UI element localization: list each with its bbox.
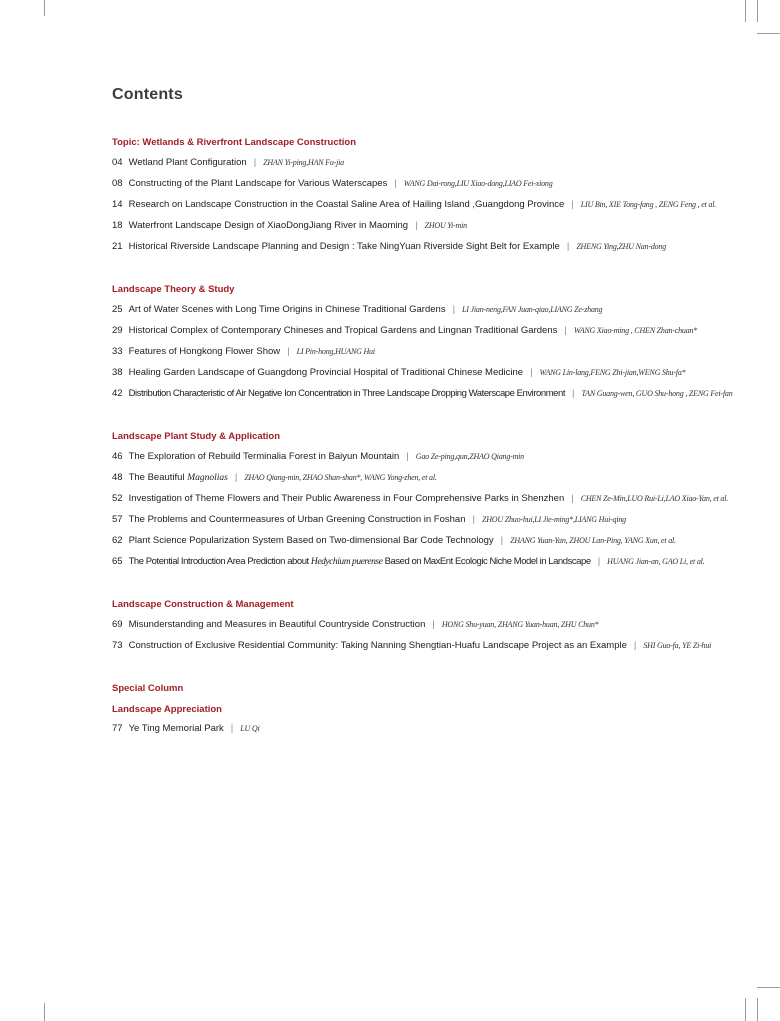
section-heading: Topic: Wetlands & Riverfront Landscape Construction [112, 137, 357, 148]
separator: | [472, 514, 475, 525]
section-heading: Landscape Plant Study & Application [112, 431, 281, 442]
article-authors: HONG Shu-yuan, ZHANG Yuan-huan, ZHU Chun* [441, 620, 599, 629]
title-text: The Beautiful [128, 472, 188, 483]
crop-mark-top-right-2 [757, 0, 758, 22]
page-number: 25 [112, 304, 123, 315]
separator: | [287, 346, 290, 357]
page-number: 38 [112, 367, 123, 378]
page-number: 52 [112, 493, 123, 504]
article-authors: WANG Dai-rong,LIU Xiao-dong,LIAO Fei-xiong [403, 179, 553, 188]
toc-entry[interactable] [112, 555, 772, 569]
article-title: Constructing of the Plant Landscape for Various Waterscapes [128, 178, 388, 189]
article-authors: Gao Ze-ping,qun,ZHAO Qiang-min [415, 452, 524, 461]
article-title: The Exploration of Rebuild Terminalia Forest in Baiyun Mountain [128, 451, 400, 462]
separator: | [253, 157, 257, 168]
crop-mark-top-left [44, 0, 45, 16]
separator: | [406, 451, 409, 462]
toc-entry[interactable] [112, 618, 772, 632]
separator: | [564, 325, 567, 336]
crop-mark-bottom-right-2 [757, 998, 758, 1021]
crop-mark-top-right-1 [745, 0, 746, 22]
separator: | [597, 556, 601, 567]
toc-entry[interactable] [112, 345, 772, 359]
crop-mark-top-right-h [757, 33, 780, 34]
article-title: Plant Science Popularization System Based on Two-dimensional Bar Code Technology [128, 535, 494, 546]
page-number: 77 [112, 723, 123, 734]
article-title [129, 472, 228, 483]
article-title: Historical Riverside Landscape Planning and Design : Take NingYuan Riverside Sight Belt for Example [128, 241, 560, 252]
separator: | [415, 220, 418, 231]
page-number: 42 [112, 388, 123, 399]
page-number: 73 [112, 640, 123, 651]
separator: | [633, 640, 637, 651]
page-number: 69 [112, 619, 123, 630]
crop-mark-bottom-right-h [757, 987, 780, 988]
separator: | [571, 199, 574, 210]
article-title: Features of Hongkong Flower Show [128, 346, 281, 357]
toc-entry[interactable] [112, 471, 772, 485]
section-heading: Landscape Theory & Study [112, 284, 235, 295]
article-title [129, 556, 591, 567]
article-authors: SHI Guo-fa, YE Zi-hui [643, 641, 712, 650]
toc-entry[interactable] [112, 450, 772, 464]
separator: | [234, 472, 238, 483]
article-title: Ye Ting Memorial Park [128, 723, 224, 734]
article-authors: CHEN Ze-Min,LUO Rui-Li,LAO Xiao-Yan, et al. [580, 494, 729, 503]
article-authors: ZHOU Zhuo-hui,LI Jie-ming*,LIANG Hui-qing [481, 515, 626, 524]
crop-mark-bottom-right-1 [745, 998, 746, 1021]
article-authors: TAN Guang-wen, GUO Shu-hong , ZENG Fei-fan [581, 389, 733, 398]
article-title: Art of Water Scenes with Long Time Origins in Chinese Traditional Gardens [128, 304, 446, 315]
section-heading: Landscape Construction & Management [112, 599, 294, 610]
toc-entry[interactable] [112, 303, 772, 317]
separator: | [500, 535, 504, 546]
article-title: Misunderstanding and Measures in Beautiful Countryside Construction [128, 619, 426, 630]
article-authors: ZHENG Ying,ZHU Nan-dong [576, 242, 667, 251]
article-title: Healing Garden Landscape of Guangdong Provincial Hospital of Traditional Chinese Medicine [128, 367, 524, 378]
article-title: Wetland Plant Configuration [128, 157, 247, 168]
page-number: 57 [112, 514, 123, 525]
page-number: 08 [112, 178, 123, 189]
toc-entry[interactable] [112, 177, 772, 191]
page-number: 33 [112, 346, 123, 357]
toc-entry[interactable] [112, 156, 772, 170]
toc-entry[interactable] [112, 198, 772, 212]
separator: | [572, 388, 575, 399]
page-number: 65 [112, 556, 123, 567]
separator: | [452, 304, 456, 315]
species-name: Hedychium puerense [310, 557, 383, 567]
article-authors: LU Qi [240, 724, 260, 733]
species-name: Magnolias [187, 473, 228, 483]
title-text: The Potential Introduction Area Prediction about [128, 556, 311, 567]
article-authors: LI Pin-hong,HUANG Hui [296, 347, 375, 356]
article-title: Investigation of Theme Flowers and Their Public Awareness in Four Comprehensive Parks in Shenzhen [128, 493, 565, 504]
article-authors: ZHAO Qiang-min, ZHAO Shan-shan*, WANG Yong-zhen, et al. [244, 473, 437, 482]
page-title: Contents [112, 86, 183, 103]
toc-entry[interactable] [112, 366, 772, 380]
article-authors: LI Jian-neng,FAN Juan-qiao,LIANG Ze-zhang [462, 305, 603, 314]
toc-entry[interactable] [112, 240, 772, 254]
article-title: Historical Complex of Contemporary Chineses and Tropical Gardens and Lingnan Traditional Gardens [128, 325, 558, 336]
article-authors: ZHAN Yi-ping,HAN Fu-jia [263, 158, 344, 167]
article-title: Waterfront Landscape Design of XiaoDongJiang River in Maoming [128, 220, 409, 231]
title-text: Based on MaxEnt Ecologic Niche Model in Landscape [382, 556, 591, 567]
separator: | [432, 619, 435, 630]
article-authors: WANG Lin-lang,FENG Zhi-jian,WENG Shu-fa* [539, 368, 686, 377]
crop-mark-bottom-left [44, 1003, 45, 1021]
article-authors: ZHOU Yi-min [424, 221, 467, 230]
page-number: 14 [112, 199, 123, 210]
article-title: Distribution Characteristic of Air Negative Ion Concentration in Three Landscape Dropping Waterscape Environment [128, 388, 566, 399]
section-heading: Special Column [112, 683, 184, 694]
article-title: Research on Landscape Construction in the Coastal Saline Area of Hailing Island ,Guangdong Province [128, 199, 565, 210]
toc-entry[interactable] [112, 219, 772, 233]
separator: | [530, 367, 533, 378]
page-number: 21 [112, 241, 123, 252]
article-title: The Problems and Countermeasures of Urban Greening Construction in Foshan [128, 514, 466, 525]
separator: | [394, 178, 397, 189]
page-number: 46 [112, 451, 123, 462]
separator: | [230, 723, 234, 734]
toc-entry[interactable] [112, 324, 772, 338]
page-number: 29 [112, 325, 123, 336]
section-heading: Landscape Appreciation [112, 704, 222, 715]
article-title: Construction of Exclusive Residential Community: Taking Nanning Shengtian-Huafu Landscape Project as an Example [128, 640, 627, 651]
page-number: 18 [112, 220, 123, 231]
article-authors: WANG Xiao-ming , CHEN Zhan-chuan* [573, 326, 698, 335]
separator: | [566, 241, 570, 252]
page-number: 04 [112, 157, 123, 168]
page-number: 48 [112, 472, 123, 483]
toc-entry[interactable] [112, 387, 772, 401]
article-authors: ZHANG Yuan-Yan, ZHOU Lan-Ping, YANG Xun, et al. [510, 536, 676, 545]
article-authors: LIU Bin, XIE Tong-fang , ZENG Feng , et al. [580, 200, 717, 209]
separator: | [571, 493, 574, 504]
page-number: 62 [112, 535, 123, 546]
toc-entry[interactable] [112, 639, 772, 653]
toc-entry[interactable] [112, 513, 772, 527]
article-authors: HUANG Jian-an, GAO Li, et al. [607, 557, 705, 566]
toc-entry[interactable] [112, 492, 772, 506]
toc-entry[interactable] [112, 722, 772, 736]
toc-entry[interactable] [112, 534, 772, 548]
